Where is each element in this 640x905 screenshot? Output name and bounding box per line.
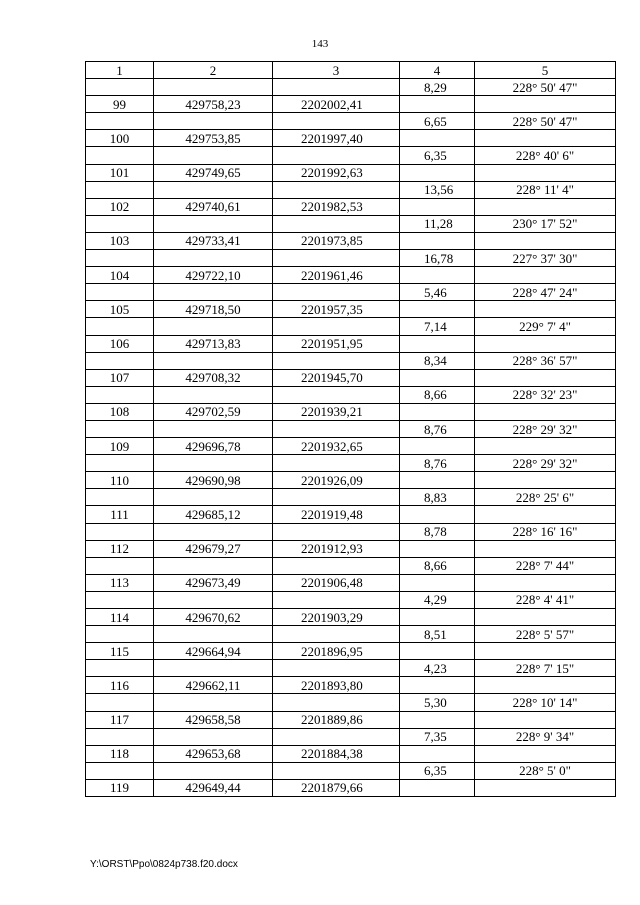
y-coordinate-cell <box>273 660 400 677</box>
x-coordinate-cell: 429662,11 <box>154 677 273 694</box>
y-coordinate-cell: 2201919,48 <box>273 506 400 523</box>
point-number-cell: 105 <box>86 301 154 318</box>
distance-cell <box>400 335 475 352</box>
x-coordinate-cell: 429713,83 <box>154 335 273 352</box>
point-number-cell <box>86 557 154 574</box>
y-coordinate-cell: 2201932,65 <box>273 438 400 455</box>
x-coordinate-cell: 429702,59 <box>154 403 273 420</box>
distance-cell: 6,65 <box>400 113 475 130</box>
x-coordinate-cell <box>154 284 273 301</box>
x-coordinate-cell: 429649,44 <box>154 779 273 796</box>
point-number-cell <box>86 386 154 403</box>
x-coordinate-cell <box>154 250 273 267</box>
distance-cell: 8,76 <box>400 420 475 437</box>
point-number-cell: 111 <box>86 506 154 523</box>
bearing-cell: 228° 32' 23" <box>475 386 616 403</box>
y-coordinate-cell: 2201945,70 <box>273 369 400 386</box>
distance-cell <box>400 506 475 523</box>
table-row <box>86 489 616 506</box>
table-row <box>86 403 616 420</box>
column-header-4: 4 <box>400 62 475 79</box>
distance-cell: 6,35 <box>400 147 475 164</box>
y-coordinate-cell: 2201889,86 <box>273 711 400 728</box>
point-number-cell <box>86 728 154 745</box>
column-header-1: 1 <box>86 62 154 79</box>
x-coordinate-cell: 429673,49 <box>154 574 273 591</box>
point-number-cell <box>86 591 154 608</box>
x-coordinate-cell: 429758,23 <box>154 96 273 113</box>
distance-cell: 8,66 <box>400 386 475 403</box>
table-row <box>86 215 616 232</box>
x-coordinate-cell: 429733,41 <box>154 232 273 249</box>
x-coordinate-cell <box>154 694 273 711</box>
bearing-cell: 228° 9' 34" <box>475 728 616 745</box>
column-header-5: 5 <box>475 62 616 79</box>
point-number-cell: 100 <box>86 130 154 147</box>
y-coordinate-cell <box>273 215 400 232</box>
point-number-cell: 102 <box>86 198 154 215</box>
distance-cell: 8,51 <box>400 626 475 643</box>
x-coordinate-cell <box>154 79 273 96</box>
bearing-cell <box>475 711 616 728</box>
point-number-cell: 112 <box>86 540 154 557</box>
x-coordinate-cell <box>154 386 273 403</box>
x-coordinate-cell: 429679,27 <box>154 540 273 557</box>
point-number-cell <box>86 626 154 643</box>
y-coordinate-cell: 2201957,35 <box>273 301 400 318</box>
bearing-cell: 228° 5' 57" <box>475 626 616 643</box>
bearing-cell <box>475 779 616 796</box>
table-row <box>86 557 616 574</box>
distance-cell <box>400 164 475 181</box>
header-row <box>86 62 616 79</box>
table-row <box>86 626 616 643</box>
y-coordinate-cell <box>273 250 400 267</box>
x-coordinate-cell: 429740,61 <box>154 198 273 215</box>
distance-cell: 8,78 <box>400 523 475 540</box>
distance-cell <box>400 779 475 796</box>
x-coordinate-cell: 429718,50 <box>154 301 273 318</box>
table-row <box>86 694 616 711</box>
x-coordinate-cell <box>154 626 273 643</box>
distance-cell: 8,76 <box>400 455 475 472</box>
bearing-cell <box>475 301 616 318</box>
point-number-cell: 103 <box>86 232 154 249</box>
distance-cell: 11,28 <box>400 215 475 232</box>
x-coordinate-cell <box>154 455 273 472</box>
point-number-cell <box>86 250 154 267</box>
x-coordinate-cell <box>154 728 273 745</box>
x-coordinate-cell: 429658,58 <box>154 711 273 728</box>
table-row <box>86 284 616 301</box>
point-number-cell <box>86 489 154 506</box>
table-row <box>86 591 616 608</box>
table-row <box>86 147 616 164</box>
table-row <box>86 574 616 591</box>
point-number-cell <box>86 694 154 711</box>
x-coordinate-cell: 429722,10 <box>154 267 273 284</box>
bearing-cell <box>475 472 616 489</box>
bearing-cell: 229° 7' 4" <box>475 318 616 335</box>
distance-cell <box>400 403 475 420</box>
table-row <box>86 540 616 557</box>
y-coordinate-cell: 2201896,95 <box>273 643 400 660</box>
bearing-cell: 230° 17' 52" <box>475 215 616 232</box>
y-coordinate-cell: 2201997,40 <box>273 130 400 147</box>
y-coordinate-cell: 2201939,21 <box>273 403 400 420</box>
bearing-cell <box>475 540 616 557</box>
document-path: Y:\ORST\Ppo\0824p738.f20.docx <box>90 859 238 870</box>
table-row <box>86 506 616 523</box>
table-row <box>86 369 616 386</box>
distance-cell <box>400 711 475 728</box>
bearing-cell: 228° 50' 47" <box>475 79 616 96</box>
x-coordinate-cell <box>154 215 273 232</box>
bearing-cell <box>475 574 616 591</box>
table-row <box>86 643 616 660</box>
distance-cell: 8,66 <box>400 557 475 574</box>
y-coordinate-cell <box>273 147 400 164</box>
y-coordinate-cell: 2201992,63 <box>273 164 400 181</box>
point-number-cell: 114 <box>86 609 154 626</box>
point-number-cell <box>86 113 154 130</box>
y-coordinate-cell <box>273 694 400 711</box>
y-coordinate-cell <box>273 489 400 506</box>
bearing-cell <box>475 403 616 420</box>
bearing-cell <box>475 335 616 352</box>
table-row <box>86 181 616 198</box>
point-number-cell: 115 <box>86 643 154 660</box>
y-coordinate-cell <box>273 591 400 608</box>
point-number-cell <box>86 181 154 198</box>
distance-cell <box>400 130 475 147</box>
point-number-cell <box>86 215 154 232</box>
distance-cell <box>400 301 475 318</box>
distance-cell: 4,23 <box>400 660 475 677</box>
x-coordinate-cell <box>154 147 273 164</box>
point-number-cell: 113 <box>86 574 154 591</box>
y-coordinate-cell <box>273 523 400 540</box>
x-coordinate-cell: 429753,85 <box>154 130 273 147</box>
y-coordinate-cell: 2201951,95 <box>273 335 400 352</box>
bearing-cell: 228° 5' 0" <box>475 762 616 779</box>
table-row <box>86 762 616 779</box>
bearing-cell <box>475 677 616 694</box>
distance-cell: 4,29 <box>400 591 475 608</box>
table-row <box>86 728 616 745</box>
y-coordinate-cell <box>273 284 400 301</box>
bearing-cell <box>475 164 616 181</box>
table-row <box>86 318 616 335</box>
table-row <box>86 677 616 694</box>
distance-cell: 16,78 <box>400 250 475 267</box>
point-number-cell: 118 <box>86 745 154 762</box>
point-number-cell: 104 <box>86 267 154 284</box>
distance-cell <box>400 267 475 284</box>
bearing-cell: 228° 10' 14" <box>475 694 616 711</box>
table-row <box>86 267 616 284</box>
y-coordinate-cell <box>273 181 400 198</box>
point-number-cell <box>86 660 154 677</box>
distance-cell: 7,35 <box>400 728 475 745</box>
table-row <box>86 660 616 677</box>
x-coordinate-cell <box>154 113 273 130</box>
page-number: 143 <box>311 38 329 50</box>
point-number-cell: 119 <box>86 779 154 796</box>
table-row <box>86 472 616 489</box>
point-number-cell <box>86 762 154 779</box>
point-number-cell <box>86 523 154 540</box>
point-number-cell <box>86 79 154 96</box>
table-body <box>86 79 616 797</box>
distance-cell: 8,34 <box>400 352 475 369</box>
distance-cell: 5,46 <box>400 284 475 301</box>
bearing-cell: 228° 16' 16" <box>475 523 616 540</box>
y-coordinate-cell: 2201884,38 <box>273 745 400 762</box>
bearing-cell <box>475 609 616 626</box>
x-coordinate-cell: 429708,32 <box>154 369 273 386</box>
x-coordinate-cell: 429653,68 <box>154 745 273 762</box>
distance-cell: 5,30 <box>400 694 475 711</box>
table-row <box>86 79 616 96</box>
y-coordinate-cell: 2201903,29 <box>273 609 400 626</box>
x-coordinate-cell <box>154 420 273 437</box>
column-header-3: 3 <box>273 62 400 79</box>
point-number-cell: 101 <box>86 164 154 181</box>
table-row <box>86 250 616 267</box>
point-number-cell: 107 <box>86 369 154 386</box>
y-coordinate-cell <box>273 455 400 472</box>
x-coordinate-cell: 429696,78 <box>154 438 273 455</box>
y-coordinate-cell <box>273 557 400 574</box>
bearing-cell: 228° 29' 32" <box>475 420 616 437</box>
y-coordinate-cell: 2201961,46 <box>273 267 400 284</box>
point-number-cell: 110 <box>86 472 154 489</box>
y-coordinate-cell <box>273 386 400 403</box>
table-row <box>86 711 616 728</box>
distance-cell <box>400 369 475 386</box>
y-coordinate-cell <box>273 420 400 437</box>
table-row <box>86 352 616 369</box>
point-number-cell <box>86 352 154 369</box>
coordinates-table <box>85 61 616 797</box>
x-coordinate-cell: 429690,98 <box>154 472 273 489</box>
bearing-cell <box>475 643 616 660</box>
table-row <box>86 96 616 113</box>
point-number-cell: 109 <box>86 438 154 455</box>
distance-cell <box>400 574 475 591</box>
point-number-cell: 117 <box>86 711 154 728</box>
distance-cell: 8,29 <box>400 79 475 96</box>
y-coordinate-cell <box>273 762 400 779</box>
x-coordinate-cell: 429664,94 <box>154 643 273 660</box>
distance-cell: 6,35 <box>400 762 475 779</box>
distance-cell <box>400 609 475 626</box>
distance-cell: 8,83 <box>400 489 475 506</box>
x-coordinate-cell <box>154 352 273 369</box>
bearing-cell: 228° 50' 47" <box>475 113 616 130</box>
x-coordinate-cell: 429670,62 <box>154 609 273 626</box>
distance-cell <box>400 745 475 762</box>
y-coordinate-cell <box>273 626 400 643</box>
table-row <box>86 113 616 130</box>
table-row <box>86 130 616 147</box>
table-row <box>86 232 616 249</box>
y-coordinate-cell <box>273 79 400 96</box>
x-coordinate-cell: 429685,12 <box>154 506 273 523</box>
distance-cell <box>400 677 475 694</box>
bearing-cell <box>475 745 616 762</box>
distance-cell: 13,56 <box>400 181 475 198</box>
y-coordinate-cell: 2201912,93 <box>273 540 400 557</box>
point-number-cell <box>86 318 154 335</box>
y-coordinate-cell: 2201893,80 <box>273 677 400 694</box>
bearing-cell: 228° 29' 32" <box>475 455 616 472</box>
table-row <box>86 455 616 472</box>
point-number-cell <box>86 284 154 301</box>
table-row <box>86 523 616 540</box>
bearing-cell <box>475 96 616 113</box>
y-coordinate-cell: 2202002,41 <box>273 96 400 113</box>
table-row <box>86 198 616 215</box>
bearing-cell: 228° 36' 57" <box>475 352 616 369</box>
table-row <box>86 335 616 352</box>
table-row <box>86 438 616 455</box>
x-coordinate-cell <box>154 318 273 335</box>
x-coordinate-cell <box>154 762 273 779</box>
y-coordinate-cell: 2201982,53 <box>273 198 400 215</box>
bearing-cell: 228° 4' 41" <box>475 591 616 608</box>
distance-cell <box>400 198 475 215</box>
point-number-cell: 116 <box>86 677 154 694</box>
distance-cell <box>400 643 475 660</box>
point-number-cell <box>86 420 154 437</box>
table-row <box>86 745 616 762</box>
bearing-cell <box>475 369 616 386</box>
x-coordinate-cell <box>154 181 273 198</box>
table-row <box>86 164 616 181</box>
y-coordinate-cell: 2201926,09 <box>273 472 400 489</box>
point-number-cell: 106 <box>86 335 154 352</box>
distance-cell <box>400 472 475 489</box>
column-header-2: 2 <box>154 62 273 79</box>
bearing-cell <box>475 198 616 215</box>
distance-cell <box>400 96 475 113</box>
distance-cell: 7,14 <box>400 318 475 335</box>
table-row <box>86 301 616 318</box>
y-coordinate-cell <box>273 318 400 335</box>
y-coordinate-cell: 2201906,48 <box>273 574 400 591</box>
bearing-cell <box>475 130 616 147</box>
table-row <box>86 386 616 403</box>
y-coordinate-cell: 2201879,66 <box>273 779 400 796</box>
bearing-cell <box>475 232 616 249</box>
table-row <box>86 779 616 796</box>
point-number-cell: 99 <box>86 96 154 113</box>
table-row <box>86 420 616 437</box>
distance-cell <box>400 232 475 249</box>
bearing-cell: 228° 11' 4" <box>475 181 616 198</box>
point-number-cell <box>86 147 154 164</box>
bearing-cell: 228° 40' 6" <box>475 147 616 164</box>
table-row <box>86 609 616 626</box>
y-coordinate-cell <box>273 728 400 745</box>
x-coordinate-cell <box>154 489 273 506</box>
bearing-cell: 228° 7' 44" <box>475 557 616 574</box>
x-coordinate-cell: 429749,65 <box>154 164 273 181</box>
x-coordinate-cell <box>154 523 273 540</box>
bearing-cell: 228° 25' 6" <box>475 489 616 506</box>
bearing-cell <box>475 267 616 284</box>
bearing-cell: 227° 37' 30" <box>475 250 616 267</box>
y-coordinate-cell: 2201973,85 <box>273 232 400 249</box>
bearing-cell: 228° 7' 15" <box>475 660 616 677</box>
bearing-cell: 228° 47' 24" <box>475 284 616 301</box>
distance-cell <box>400 540 475 557</box>
point-number-cell: 108 <box>86 403 154 420</box>
distance-cell <box>400 438 475 455</box>
table-header <box>86 62 616 79</box>
bearing-cell <box>475 438 616 455</box>
x-coordinate-cell <box>154 557 273 574</box>
x-coordinate-cell <box>154 591 273 608</box>
point-number-cell <box>86 455 154 472</box>
y-coordinate-cell <box>273 113 400 130</box>
y-coordinate-cell <box>273 352 400 369</box>
x-coordinate-cell <box>154 660 273 677</box>
bearing-cell <box>475 506 616 523</box>
